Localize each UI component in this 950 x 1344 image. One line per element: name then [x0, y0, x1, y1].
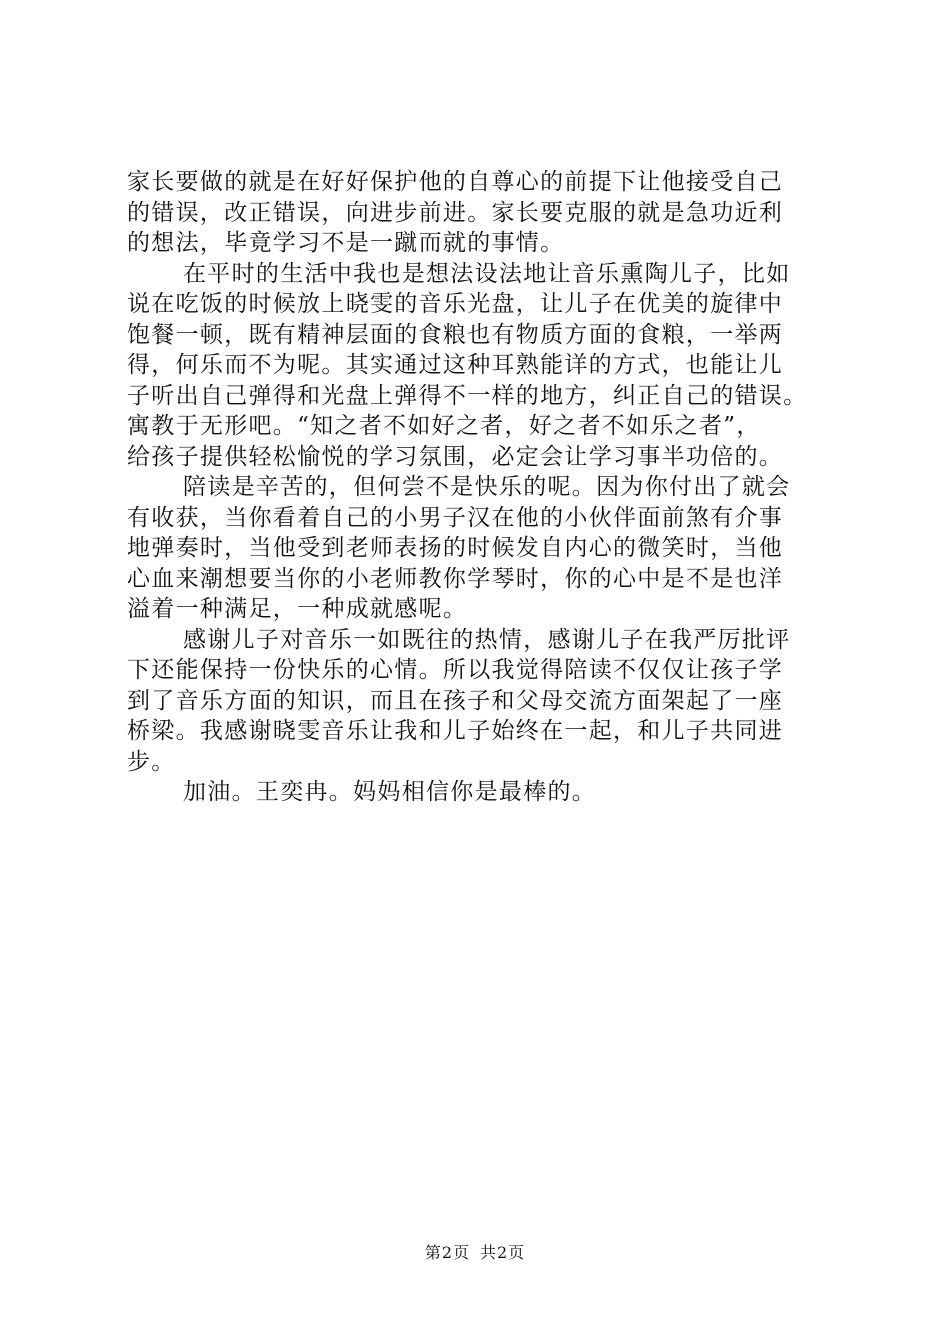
text-line: 的错误，改正错误，向进步前进。家长要克服的就是急功近利 [127, 199, 784, 226]
text-line: 溢着一种满足，一种成就感呢。 [127, 596, 468, 622]
text-line: 给孩子提供轻松愉悦的学习氛围，必定会让学习事半功倍的。 [127, 443, 784, 470]
document-body [127, 167, 837, 808]
text-line: 步。 [127, 748, 176, 775]
text-line: 饱餐一顿，既有精神层面的食粮也有物质方面的食粮，一举两 [127, 321, 784, 348]
text-line: 寓教于无形吧。“知之者不如好之者，好之者不如乐之者”， [127, 413, 761, 439]
paragraph-first-line: 加油。王奕冉。妈妈相信你是最棒的。 [183, 779, 597, 805]
text-line: 得，何乐而不为呢。其实通过这种耳熟能详的方式，也能让儿 [127, 352, 784, 378]
page-number: 第2页 [424, 1243, 470, 1262]
text-line: 说在吃饭的时候放上晓雯的音乐光盘，让儿子在优美的旋律中 [127, 291, 784, 317]
paragraph-first-line: 陪读是辛苦的，但何尝不是快乐的呢。因为你付出了就会 [183, 474, 791, 500]
text-line: 到了音乐方面的知识，而且在孩子和父母交流方面架起了一座 [127, 687, 784, 714]
text-line: 家长要做的就是在好好保护他的自尊心的前提下让他接受自己 [127, 169, 784, 195]
page-total: 共2页 [480, 1243, 526, 1262]
text-line: 地弹奏时，当他受到老师表扬的时候发自内心的微笑时，当他 [127, 535, 784, 561]
text-line: 有收获，当你看着自己的小男子汉在他的小伙伴面前煞有介事 [127, 504, 784, 531]
text-line: 子听出自己弹得和光盘上弹得不一样的地方，纠正自己的错误。 [127, 382, 808, 409]
text-line: 心血来潮想要当你的小老师教你学琴时，你的心中是不是也洋 [127, 565, 784, 592]
paragraph-first-line: 在平时的生活中我也是想法设法地让音乐熏陶儿子，比如 [183, 260, 791, 287]
page-footer [0, 1243, 950, 1263]
text-line: 下还能保持一份快乐的心情。所以我觉得陪读不仅仅让孩子学 [127, 657, 784, 683]
text-line: 的想法，毕竟学习不是一蹴而就的事情。 [127, 230, 565, 256]
text-line: 桥梁。我感谢晓雯音乐让我和儿子始终在一起，和儿子共同进 [127, 718, 784, 744]
paragraph-first-line: 感谢儿子对音乐一如既往的热情，感谢儿子在我严厉批评 [183, 626, 791, 653]
